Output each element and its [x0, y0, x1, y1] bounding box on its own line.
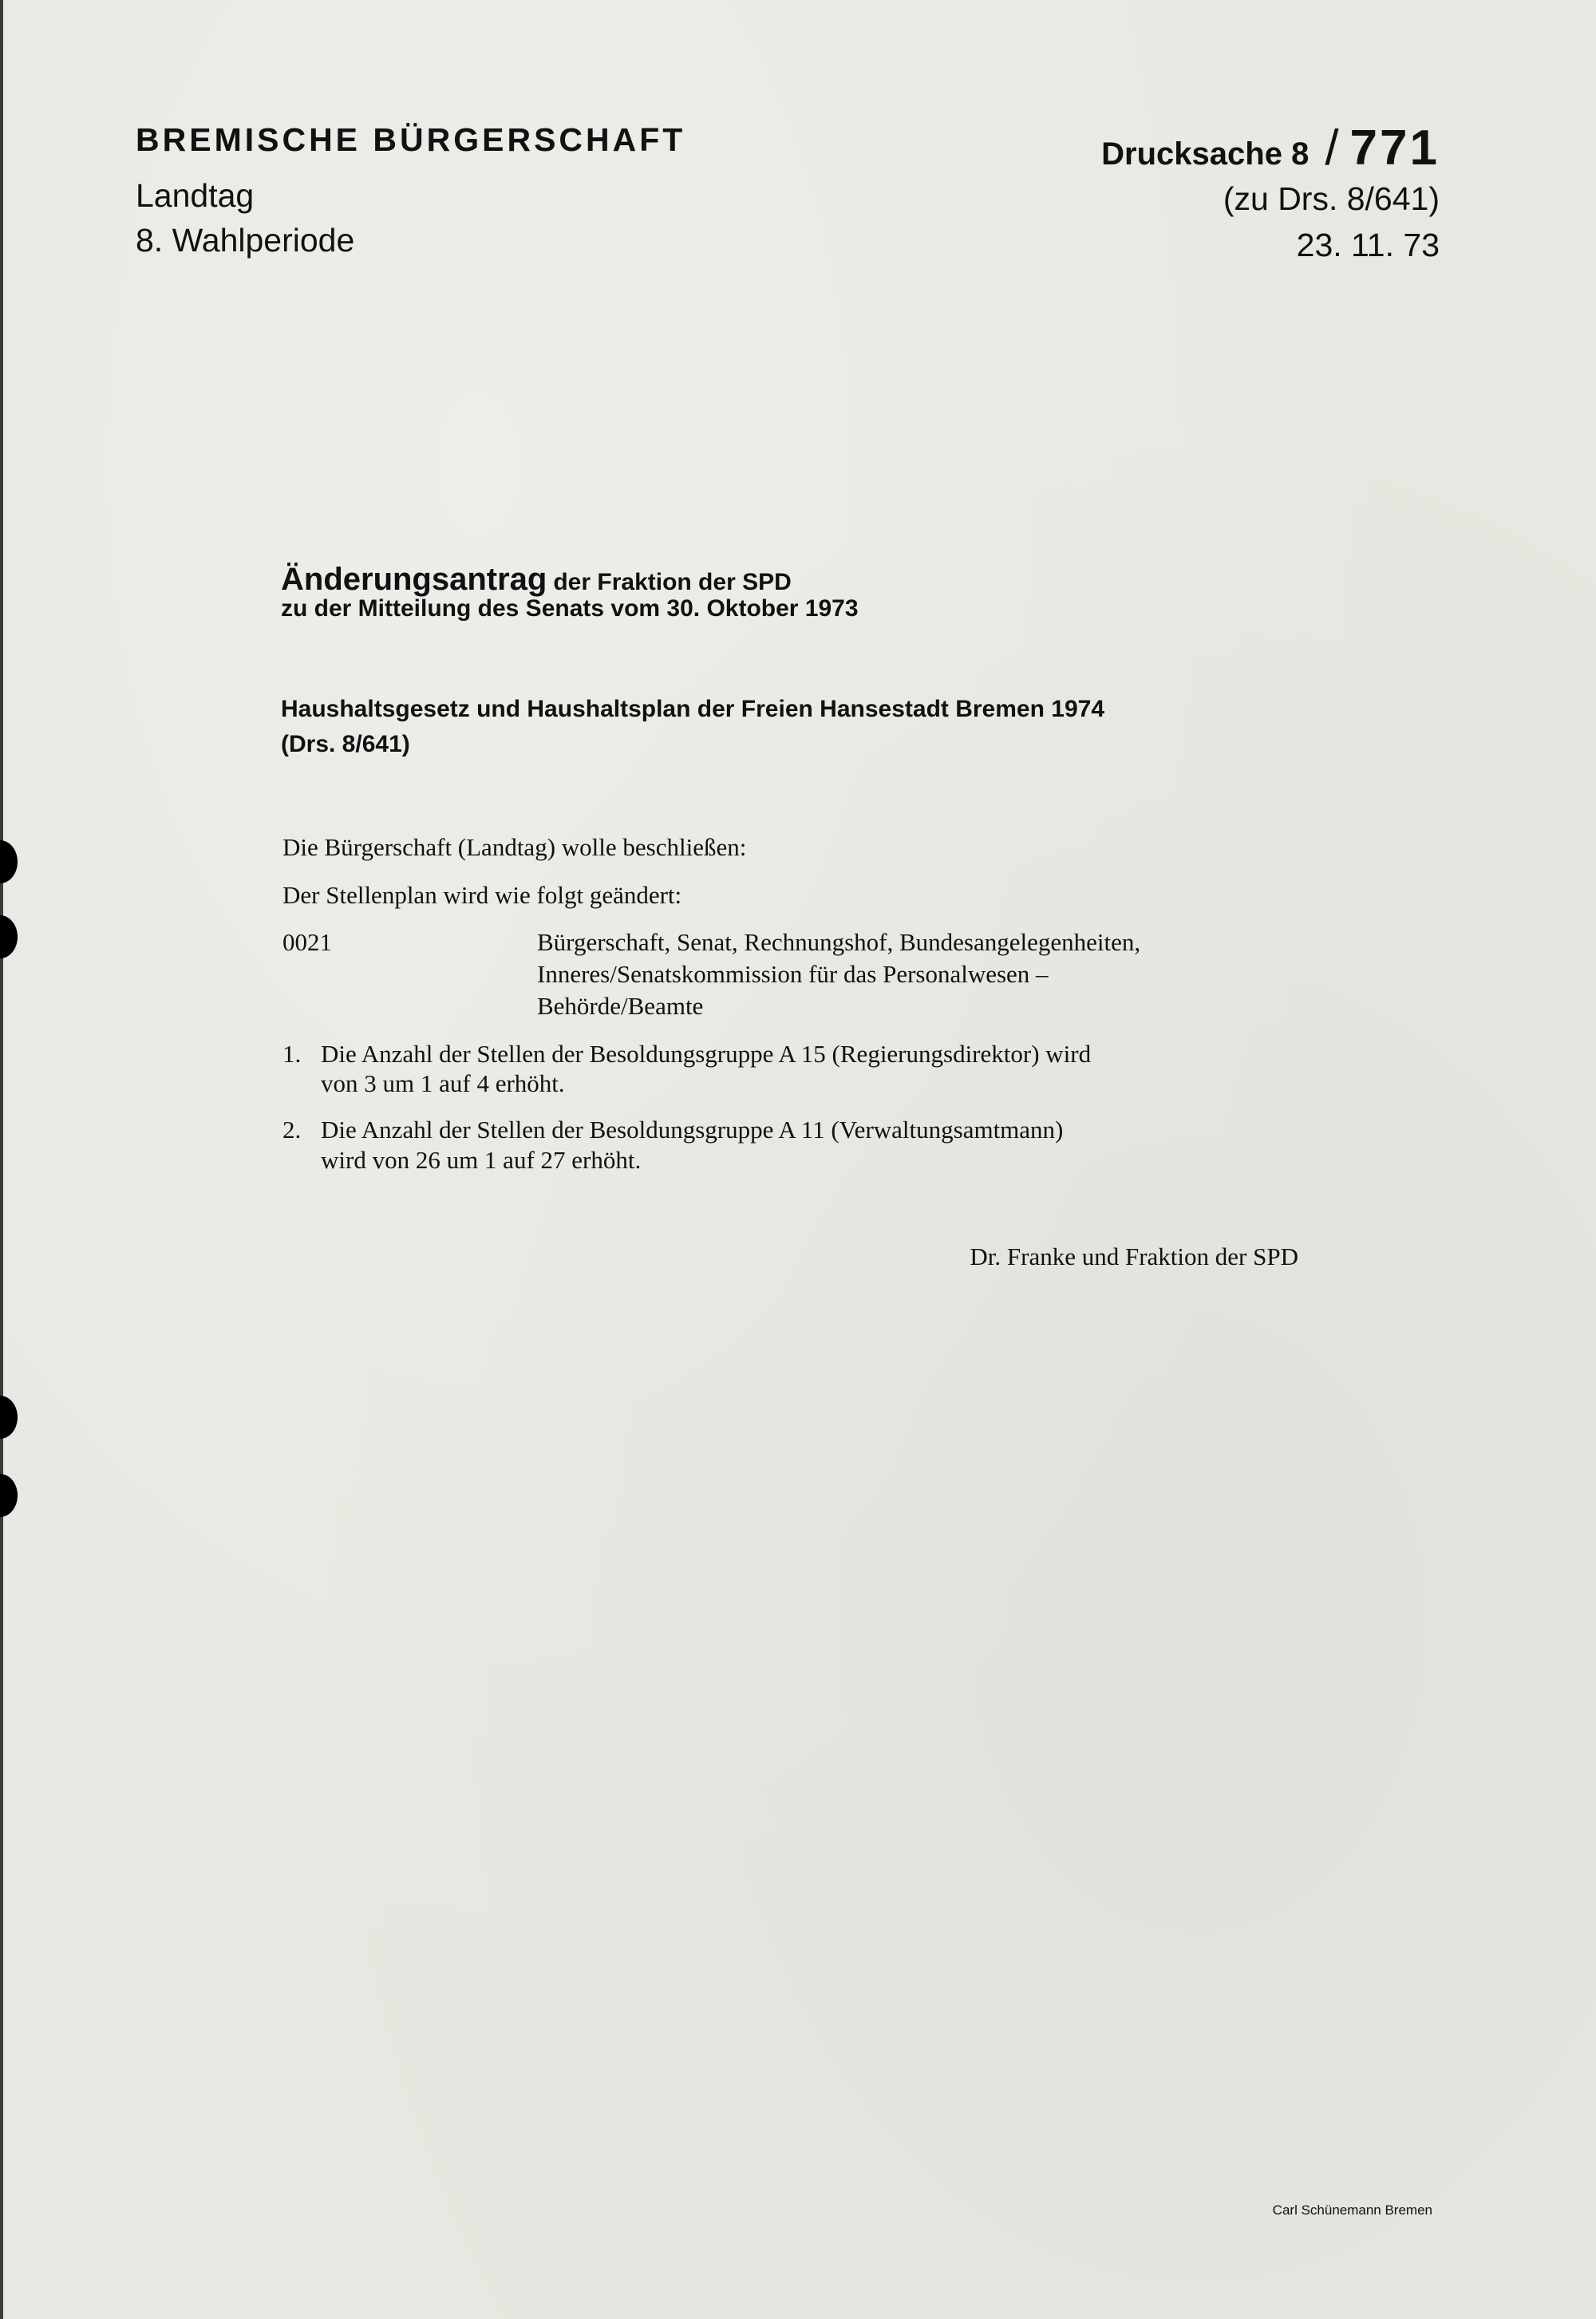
document-number-block	[1101, 120, 1440, 176]
amendment-title: Änderungsantrag	[281, 562, 547, 597]
budget-chapter-desc-line: Inneres/Senatskommission für das Personalwesen –	[537, 960, 1049, 988]
subject-line-1: Haushaltsgesetz und Haushaltsplan der Freien Hansestadt Bremen 1974	[281, 696, 1104, 722]
document-reference: (zu Drs. 8/641)	[1223, 180, 1440, 217]
amendment-reference: zu der Mitteilung des Senats vom 30. Oktober 1973	[281, 595, 859, 622]
budget-chapter-code: 0021	[282, 928, 332, 956]
subject-line-2: (Drs. 8/641)	[281, 731, 410, 757]
list-item-text: Die Anzahl der Stellen der Besoldungsgruppe A 15 (Regierungsdirektor) wird	[321, 1040, 1092, 1068]
list-item-number: 2.	[282, 1116, 302, 1144]
list-item-continuation: von 3 um 1 auf 4 erhöht.	[321, 1069, 565, 1097]
budget-chapter-desc-line: Bürgerschaft, Senat, Rechnungshof, Bundesangelegenheiten,	[537, 928, 1141, 956]
organization-chamber: Landtag	[136, 177, 255, 214]
punch-hole	[0, 1396, 18, 1439]
punch-hole	[0, 1474, 18, 1517]
signature: Dr. Franke und Fraktion der SPD	[970, 1242, 1298, 1270]
document-label: Drucksache 8	[1101, 136, 1310, 172]
punch-hole	[0, 915, 18, 958]
amendment-title-suffix: der Fraktion der SPD	[553, 569, 792, 595]
document-number-separator: /	[1325, 120, 1339, 176]
punch-hole	[0, 840, 18, 883]
list-item-text: Die Anzahl der Stellen der Besoldungsgruppe A 11 (Verwaltungsamtmann)	[321, 1116, 1064, 1144]
resolution-intro: Die Bürgerschaft (Landtag) wolle beschließen:	[282, 833, 747, 861]
budget-chapter-desc-line: Behörde/Beamte	[537, 992, 704, 1020]
list-item	[282, 1037, 1091, 1072]
amendment-title-line	[281, 562, 792, 598]
list-item-continuation: wird von 26 um 1 auf 27 erhöht.	[321, 1146, 642, 1174]
scan-edge-line	[0, 0, 3, 2319]
staff-plan-intro: Der Stellenplan wird wie folgt geändert:	[282, 881, 682, 909]
printer-imprint: Carl Schünemann Bremen	[1272, 2202, 1432, 2218]
legislative-period: 8. Wahlperiode	[136, 222, 355, 259]
document-number: 771	[1349, 120, 1440, 176]
organization-name: BREMISCHE BÜRGERSCHAFT	[136, 121, 686, 158]
list-item	[282, 1112, 1063, 1148]
list-item-number: 1.	[282, 1040, 302, 1068]
document-date: 23. 11. 73	[1296, 227, 1440, 263]
